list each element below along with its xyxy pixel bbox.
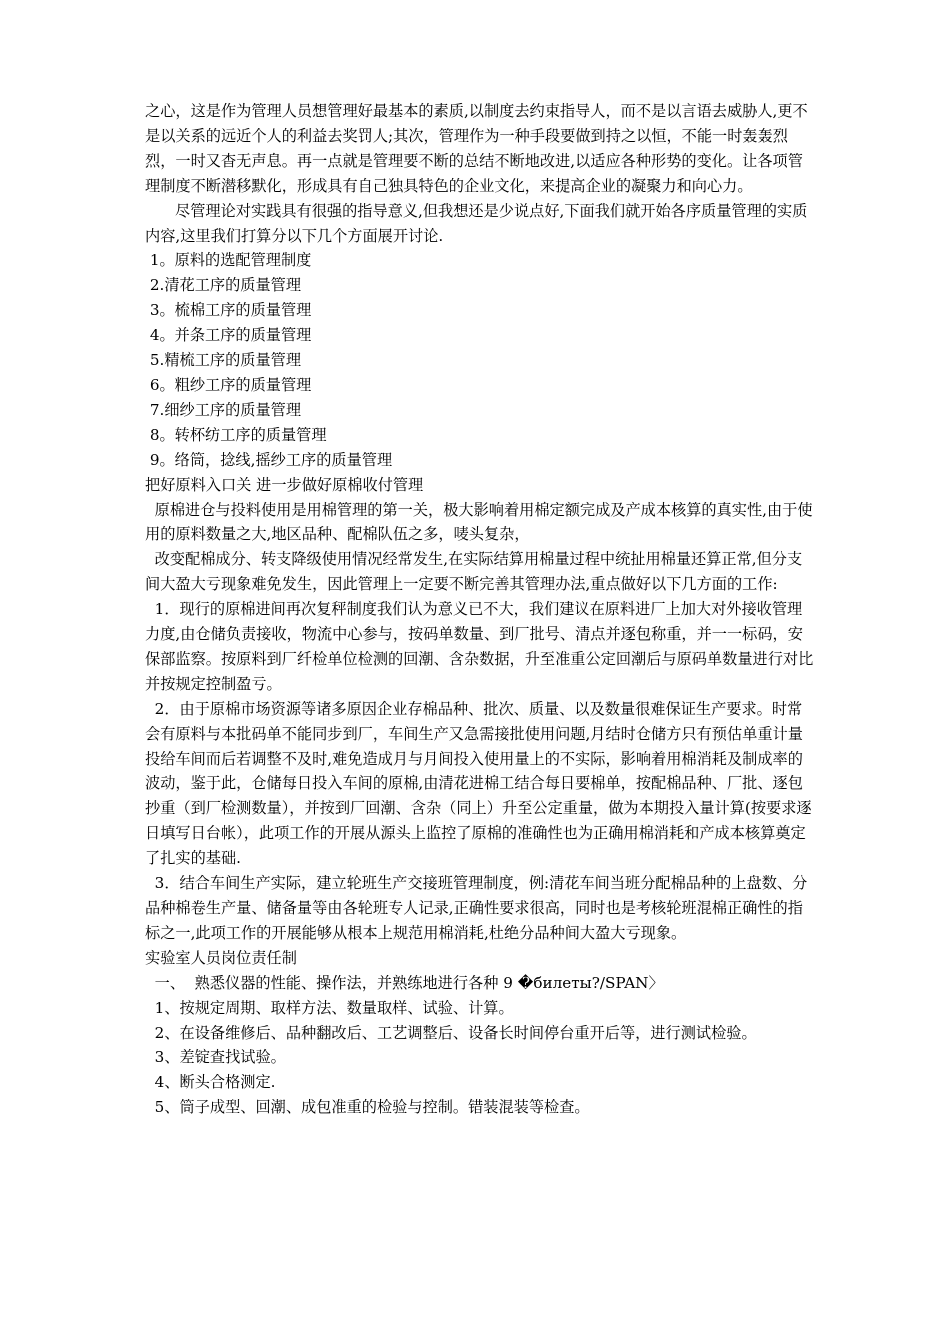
list-item: 1、按规定周期、取样方法、数量取样、试验、计算。 (145, 998, 514, 1017)
list-item: 1。原料的选配管理制度 (145, 251, 312, 270)
list-item: 4。并条工序的质量管理 (145, 326, 312, 345)
paragraph: 3．结合车间生产实际，建立轮班生产交接班管理制度，例:清花车间当班分配棉品种的上盘数、分品种棉卷生产量、储备量等由各轮班专人记录,正确性要求很高，同时也是考核轮班混棉正确性的指标之一,此项工作的开展能够从根本上规范用棉消耗,杜绝分品种间大盈大亏现象。 (145, 874, 808, 942)
list-item: 2、在设备维修后、品种翻改后、工艺调整后、设备长时间停台重开后等，进行测试检验。 (145, 1023, 757, 1042)
list-item: 5.精梳工序的质量管理 (145, 351, 302, 370)
section-heading: 把好原料入口关 进一步做好原棉收付管理 (145, 475, 424, 494)
list-item: 5、筒子成型、回潮、成包准重的检验与控制。错装混装等检查。 (145, 1098, 590, 1117)
paragraph: 改变配棉成分、转支降级使用情况经常发生,在实际结算用棉量过程中统扯用棉量还算正常,但分支间大盈大亏现象难免发生，因此管理上一定要不断完善其管理办法,重点做好以下几方面的工作: (145, 550, 803, 594)
list-item: 4、断头合格测定. (145, 1073, 276, 1092)
document-body (145, 99, 815, 1120)
paragraph: 尽管理论对实践具有很强的指导意义,但我想还是少说点好,下面我们就开始各序质量管理的实质内容,这里我们打算分以下几个方面展开讨论. (145, 201, 808, 245)
list-item: 8。转杯纺工序的质量管理 (145, 425, 327, 444)
list-item: 2.清花工序的质量管理 (145, 276, 302, 295)
paragraph: 1．现行的原棉进间再次复秤制度我们认为意义已不大，我们建议在原料进厂上加大对外接收管理力度,由仓储负责接收，物流中心参与，按码单数量、到厂批号、清点并逐包称重，并一一标码，安保部监察。按原料到厂纤检单位检测的回潮、含杂数据，升至准重公定回潮后与原码单数量进行对比并按规定控制盈亏。 (145, 600, 814, 693)
paragraph: 2．由于原棉市场资源等诸多原因企业存棉品种、批次、质量、以及数量很难保证生产要求。时常会有原料与本批码单不能同步到厂，车间生产又急需接批使用问题,月结时仓储方只有预估单重计量投给车间而后若调整不及时,难免造成月与月间投入使用量上的不实际，影响着用棉消耗及制成率的波动，鉴于此，仓储每日投入车间的原棉,由清花进棉工结合每日要棉单，按配棉品种、厂批、逐包抄重（到厂检测数量），并按到厂回潮、含杂（同上）升至公定重量，做为本期投入量计算(按要求逐日填写日台帐），此项工作的开展从源头上监控了原棉的准确性也为正确用棉消耗和产成本核算奠定了扎实的基础. (145, 699, 812, 868)
paragraph: 原棉进仓与投料使用是用棉管理的第一关，极大影响着用棉定额完成及产成本核算的真实性,由于使用的原料数量之大,地区品种、配棉队伍之多，唛头复杂， (145, 500, 813, 544)
list-item: 6。粗纱工序的质量管理 (145, 375, 312, 394)
list-item: 9。络筒，捻线,摇纱工序的质量管理 (145, 450, 393, 469)
list-item: 一、 熟悉仪器的性能、操作法，并熟练地进行各种 9 �билеты?/SPAN〉 (145, 973, 664, 992)
list-item: 7.细纱工序的质量管理 (145, 400, 302, 419)
list-item: 3。梳棉工序的质量管理 (145, 301, 312, 320)
section-heading: 实验室人员岗位责任制 (145, 948, 297, 967)
list-item: 3、差锭查找试验。 (145, 1048, 286, 1067)
paragraph: 之心，这是作为管理人员想管理好最基本的素质,以制度去约束指导人，而不是以言语去威胁人,更不是以关系的远近个人的利益去奖罚人;其次，管理作为一种手段要做到持之以恒，不能一时轰轰烈烈，一时又杳无声息。再一点就是管理要不断的总结不断地改进,以适应各种形势的变化。让各项管理制度不断潜移默化，形成具有自己独具特色的企业文化，来提高企业的凝聚力和向心力。 (145, 102, 808, 195)
